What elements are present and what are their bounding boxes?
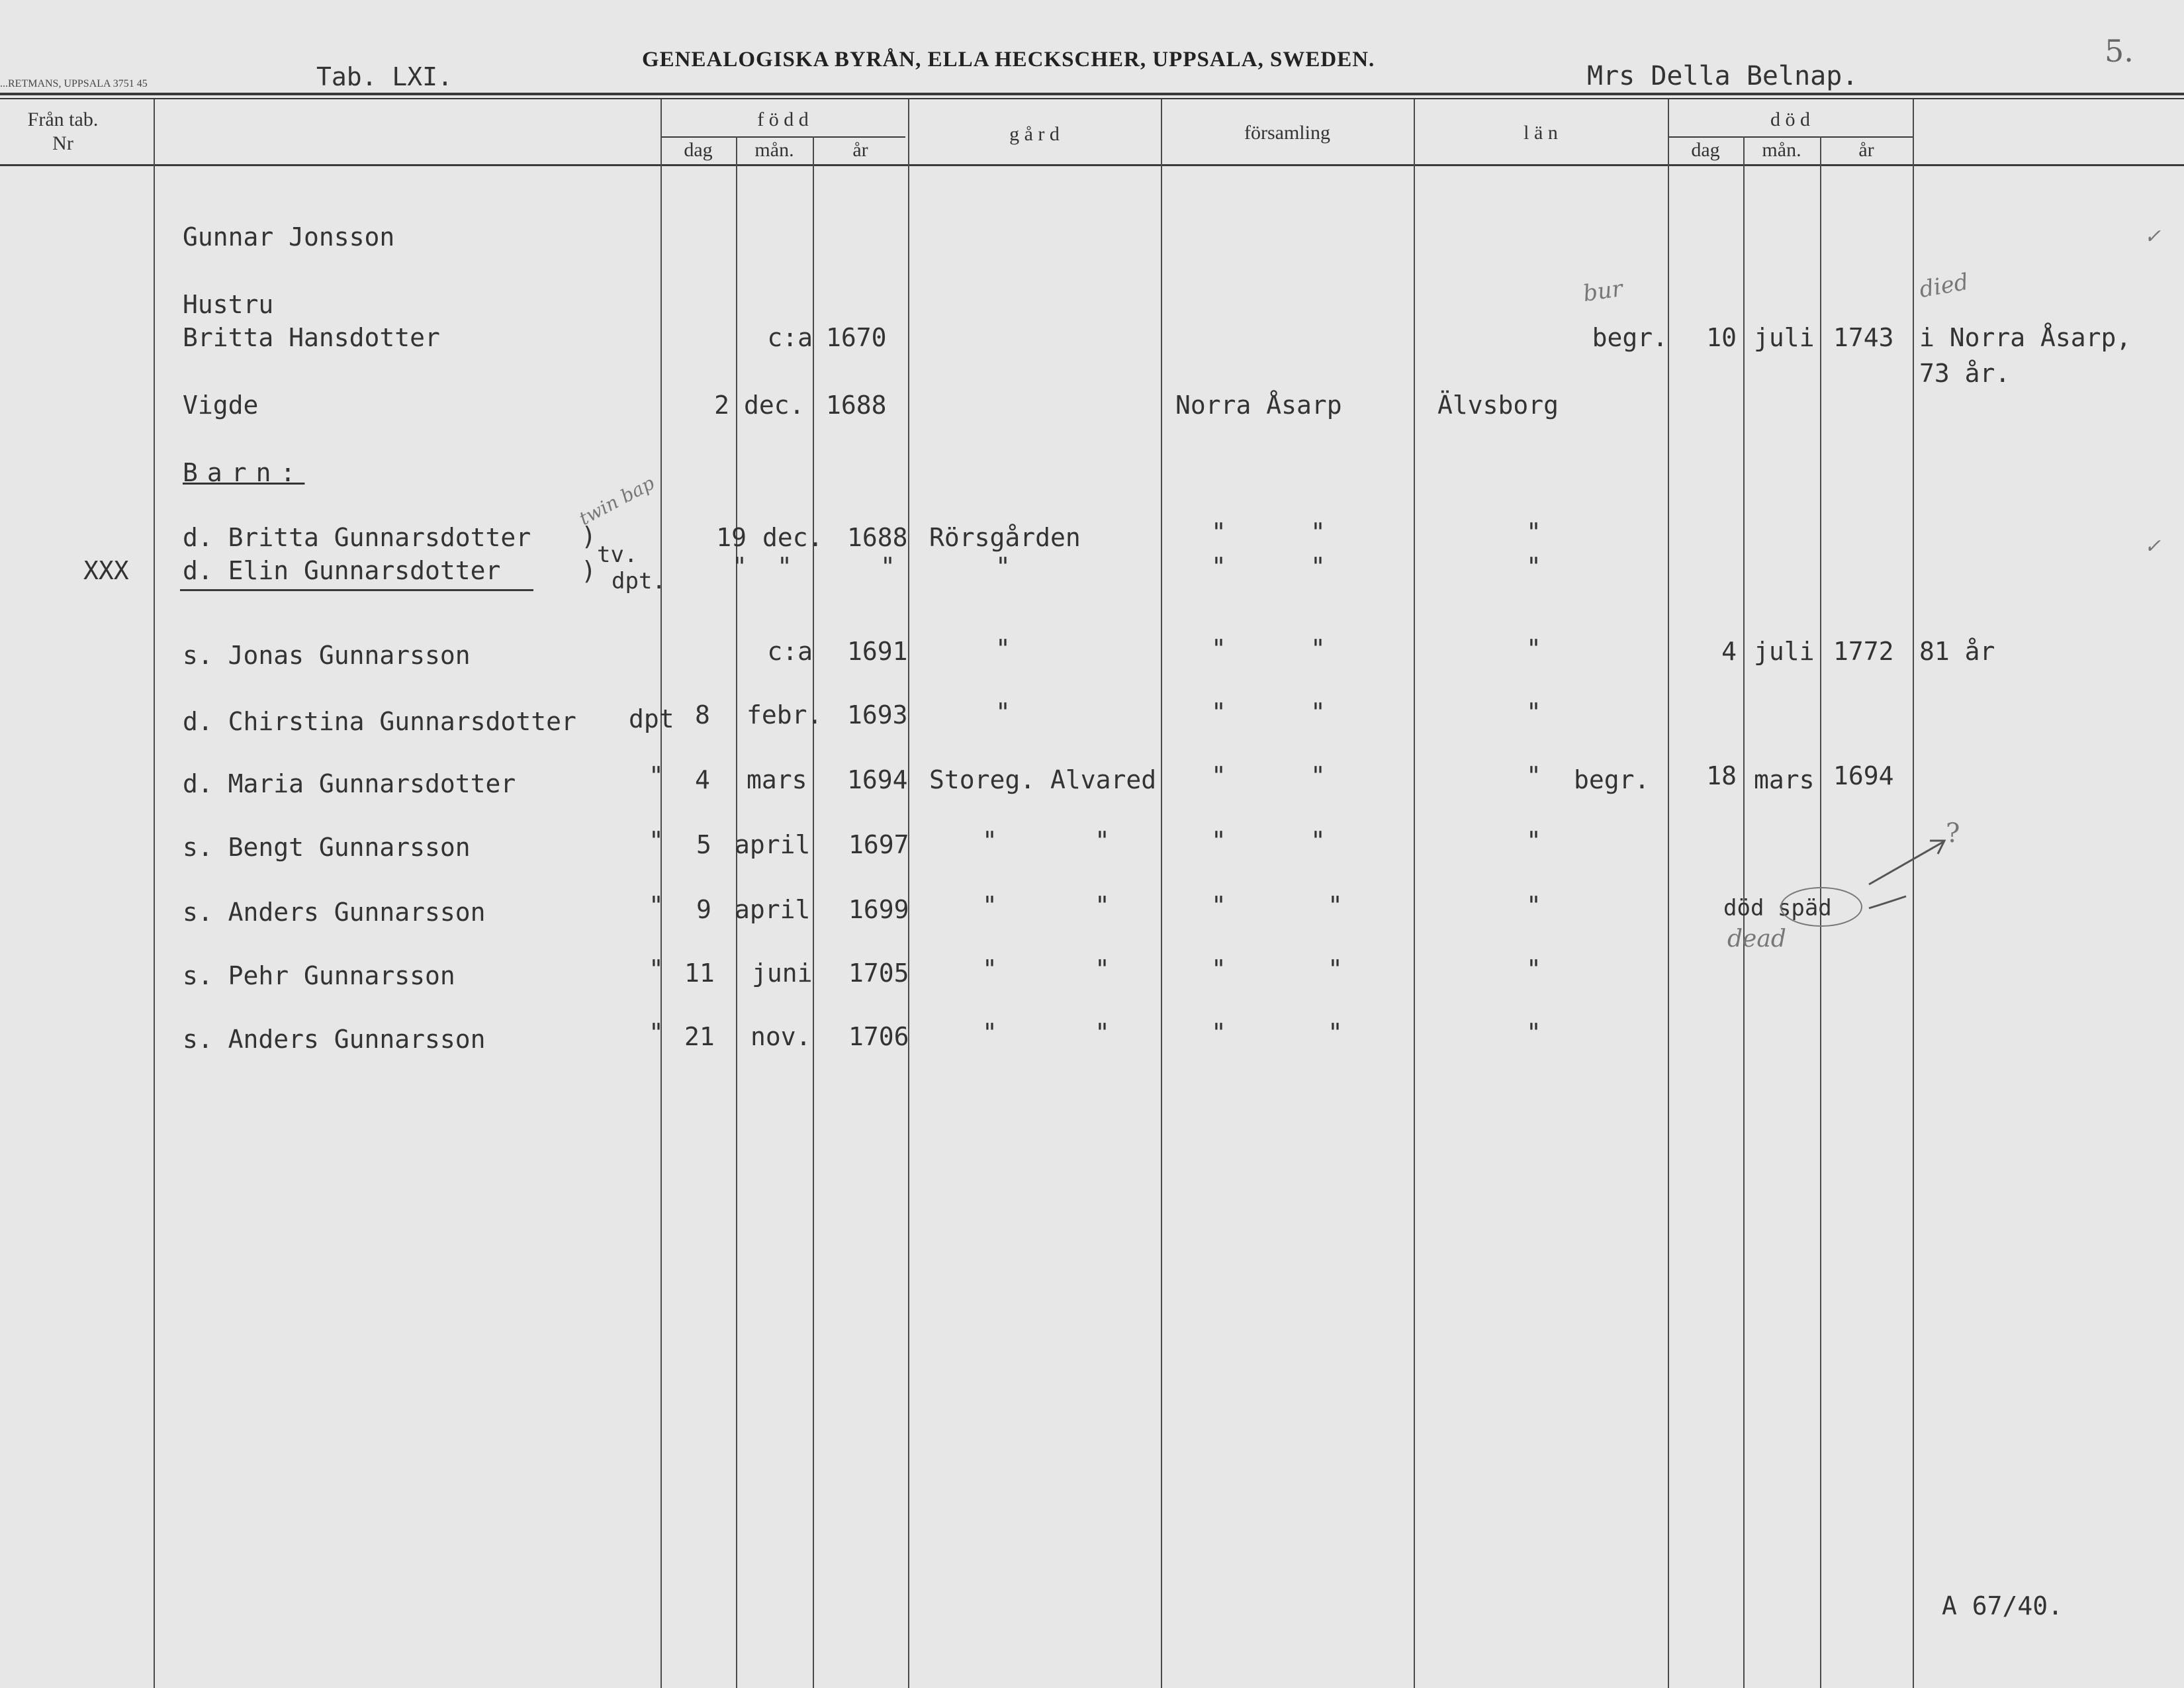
ditto-county: " — [1526, 552, 1541, 581]
child-birth-year: 1705 — [848, 959, 909, 988]
archive-reference: A 67/40. — [1942, 1591, 2064, 1620]
child-farm: Rörsgården — [929, 523, 1081, 552]
child-death-day: 4 — [1721, 637, 1737, 666]
page-number: 5. — [2105, 33, 2134, 69]
ditto-note: " — [649, 891, 664, 920]
header-dod-ar: år — [1858, 139, 1874, 161]
child-farm: Storeg. Alvared — [929, 765, 1157, 794]
ditto-parish-b: " — [1310, 634, 1326, 663]
header-dod-dag: dag — [1691, 139, 1720, 161]
child-death-month: juli — [1754, 637, 1815, 666]
ditto-parish-a: " — [1211, 761, 1226, 790]
ditto-parish-a: " — [1211, 891, 1226, 920]
children-label: Barn: — [183, 458, 305, 487]
ditto-farm-b: " — [1095, 826, 1110, 855]
twin-dpt: dpt. — [612, 568, 666, 594]
child-birth-month: nov. — [751, 1022, 811, 1051]
child-name-underlined: d. Elin Gunnarsdotter — [183, 556, 501, 585]
wife-death-note-hw: bur — [1581, 275, 1625, 307]
ditto-parish-a: " — [1211, 1018, 1226, 1047]
child-name: d. Chirstina Gunnarsdotter — [183, 707, 576, 736]
header-fodd-ar: år — [852, 139, 868, 161]
ditto-note: " — [649, 955, 664, 984]
ditto-parish-b: " — [1310, 826, 1326, 855]
xxx-marker: XXX — [83, 556, 129, 585]
father-name: Gunnar Jonsson — [183, 222, 395, 252]
elin-underline — [180, 589, 533, 591]
header-dod-man: mån. — [1762, 139, 1801, 161]
col-rule-4 — [813, 136, 814, 1688]
child-birth-year: 1694 — [847, 765, 908, 794]
marriage-county: Älvsborg — [1437, 391, 1559, 420]
ditto-county: " — [1526, 891, 1541, 920]
header-bottom-rule — [0, 164, 2184, 166]
ditto-parish-b: " — [1310, 552, 1326, 581]
ditto-month: " — [777, 552, 792, 581]
marriage-label: Vigde — [183, 391, 259, 420]
header-gard: g å r d — [1009, 123, 1060, 145]
wife-name: Britta Hansdotter — [183, 323, 440, 352]
ditto-county: " — [1526, 698, 1541, 727]
twin-bracket: ) — [581, 556, 596, 585]
top-rule — [0, 93, 2184, 95]
wife-birth-approx: c:a — [767, 323, 813, 352]
header-forsamling: församling — [1244, 122, 1330, 144]
child-birth-year: 1697 — [848, 830, 909, 859]
ditto-farm-a: " — [982, 1018, 997, 1047]
child-birth-month: dec. — [762, 523, 823, 552]
child-death-day: 18 — [1706, 761, 1737, 790]
child-birth-month: febr. — [747, 700, 823, 729]
ditto-parish-b: " — [1310, 698, 1326, 727]
wife-death-year: 1743 — [1833, 323, 1894, 352]
child-death-year: 1772 — [1833, 637, 1894, 666]
subheader-rule-fodd — [660, 136, 905, 138]
child-birth-year: 1699 — [848, 895, 909, 924]
col-rule-5 — [908, 99, 909, 1688]
child-birth-month: april — [735, 830, 811, 859]
ditto-county: " — [1526, 1018, 1541, 1047]
check-mark-1: ✓ — [2144, 225, 2161, 248]
check-mark-2: ✓ — [2144, 535, 2161, 558]
wife-death-type: begr. — [1592, 323, 1668, 352]
child-name: s. Pehr Gunnarsson — [183, 961, 455, 990]
child-name: d. Britta Gunnarsdotter — [183, 523, 531, 552]
printer-imprint: ...RETMANS, UPPSALA 3751 45 — [0, 78, 148, 89]
child-death-note: död späd — [1723, 895, 1832, 921]
ditto-parish-a: " — [1211, 518, 1226, 547]
ditto-parish-b: " — [1328, 1018, 1343, 1047]
ditto-note: " — [649, 1018, 664, 1047]
header-lan: l ä n — [1524, 122, 1558, 144]
child-death-type: begr. — [1574, 765, 1650, 794]
child-name: s. Anders Gunnarsson — [183, 898, 486, 927]
twin-note-hw: twin bap — [575, 471, 659, 530]
wife-death-place: i Norra Åsarp, — [1919, 323, 2132, 352]
child-birth-month: mars — [747, 765, 807, 794]
header-dod: d ö d — [1770, 109, 1810, 130]
ditto-county: " — [1526, 518, 1541, 547]
ditto-parish-a: " — [1211, 634, 1226, 663]
col-rule-6 — [1161, 99, 1162, 1688]
client-name: Mrs Della Belnap. — [1587, 61, 1858, 91]
twin-bracket: ) — [581, 522, 596, 551]
child-birth-year: 1688 — [847, 523, 908, 552]
ditto-farm-b: " — [1095, 1018, 1110, 1047]
marriage-day: 2 — [714, 391, 729, 420]
ditto-farm-b: " — [1095, 891, 1110, 920]
child-birth-day: 5 — [696, 830, 711, 859]
ditto-farm: " — [995, 634, 1011, 663]
ditto-farm: " — [995, 698, 1011, 727]
child-note-dpt: dpt — [629, 704, 674, 733]
marriage-year: 1688 — [826, 391, 887, 420]
child-birth-approx: c:a — [767, 637, 813, 666]
child-name: s. Jonas Gunnarsson — [183, 641, 471, 670]
child-death-month: mars — [1754, 765, 1815, 794]
header-fodd: f ö d d — [757, 109, 809, 130]
ditto-parish-a: " — [1211, 552, 1226, 581]
death-note-circle — [1780, 887, 1862, 927]
child-death-age: 81 år — [1919, 637, 1995, 666]
annotation-arrow — [1866, 827, 1952, 914]
child-birth-day: 21 — [684, 1022, 715, 1051]
tab-label: Tab. LXI. — [316, 62, 453, 91]
child-name: d. Maria Gunnarsdotter — [183, 769, 516, 798]
ditto-county: " — [1526, 955, 1541, 984]
ditto-farm-a: " — [982, 891, 997, 920]
header-fran-tab: Från tab. — [27, 109, 99, 130]
child-birth-day: 4 — [695, 765, 710, 794]
child-birth-month: april — [735, 895, 811, 924]
child-name: s. Anders Gunnarsson — [183, 1025, 486, 1054]
wife-died-hw: died — [1917, 268, 1971, 304]
bureau-title: GENEALOGISKA BYRÅN, ELLA HECKSCHER, UPPSALA, SWEDEN. — [642, 48, 1375, 71]
child-birth-day: 11 — [684, 959, 715, 988]
ditto-parish-b: " — [1328, 955, 1343, 984]
ditto-note: " — [649, 761, 664, 790]
subheader-rule-dod — [1668, 136, 1913, 138]
child-birth-year: 1691 — [847, 637, 908, 666]
ditto-parish-a: " — [1211, 826, 1226, 855]
wife-death-age: 73 år. — [1919, 359, 2011, 388]
ditto-note: " — [649, 826, 664, 855]
ditto-parish-a: " — [1211, 698, 1226, 727]
ditto-year: " — [880, 552, 895, 581]
child-birth-day: 8 — [695, 700, 710, 729]
wife-death-month: juli — [1754, 323, 1815, 352]
ditto-farm-a: " — [982, 826, 997, 855]
child-birth-year: 1693 — [847, 700, 908, 729]
top-rule-thin — [0, 98, 2184, 99]
marriage-parish: Norra Åsarp — [1175, 391, 1342, 420]
question-mark: ? — [1946, 818, 1960, 849]
child-name: s. Bengt Gunnarsson — [183, 833, 471, 862]
ditto-farm-a: " — [982, 955, 997, 984]
col-rule-7 — [1414, 99, 1415, 1688]
ditto-parish-a: " — [1211, 955, 1226, 984]
wife-label: Hustru — [183, 290, 274, 319]
ditto-parish-b: " — [1328, 891, 1343, 920]
child-birth-day: 9 — [696, 895, 711, 924]
header-fodd-dag: dag — [684, 139, 713, 161]
header-nr: Nr — [52, 132, 73, 154]
header-fodd-man: mån. — [754, 139, 794, 161]
marriage-month: dec. — [744, 391, 805, 420]
col-rule-1 — [154, 99, 155, 1688]
ditto-parish-b: " — [1310, 518, 1326, 547]
wife-death-day: 10 — [1706, 323, 1737, 352]
twin-tv: tv. — [597, 541, 638, 568]
child-death-year: 1694 — [1833, 761, 1894, 790]
child-death-note-hw: dead — [1727, 925, 1786, 953]
ditto-county: " — [1526, 826, 1541, 855]
ditto-parish-b: " — [1310, 761, 1326, 790]
child-birth-month: juni — [752, 959, 813, 988]
ditto-county: " — [1526, 634, 1541, 663]
ditto-farm-b: " — [1095, 955, 1110, 984]
ditto-county: " — [1526, 761, 1541, 790]
wife-birth-year: 1670 — [826, 323, 887, 352]
child-birth-day: 19 — [716, 523, 747, 552]
ditto-day: " — [732, 552, 747, 581]
child-birth-year: 1706 — [848, 1022, 909, 1051]
ditto-farm: " — [995, 552, 1011, 581]
